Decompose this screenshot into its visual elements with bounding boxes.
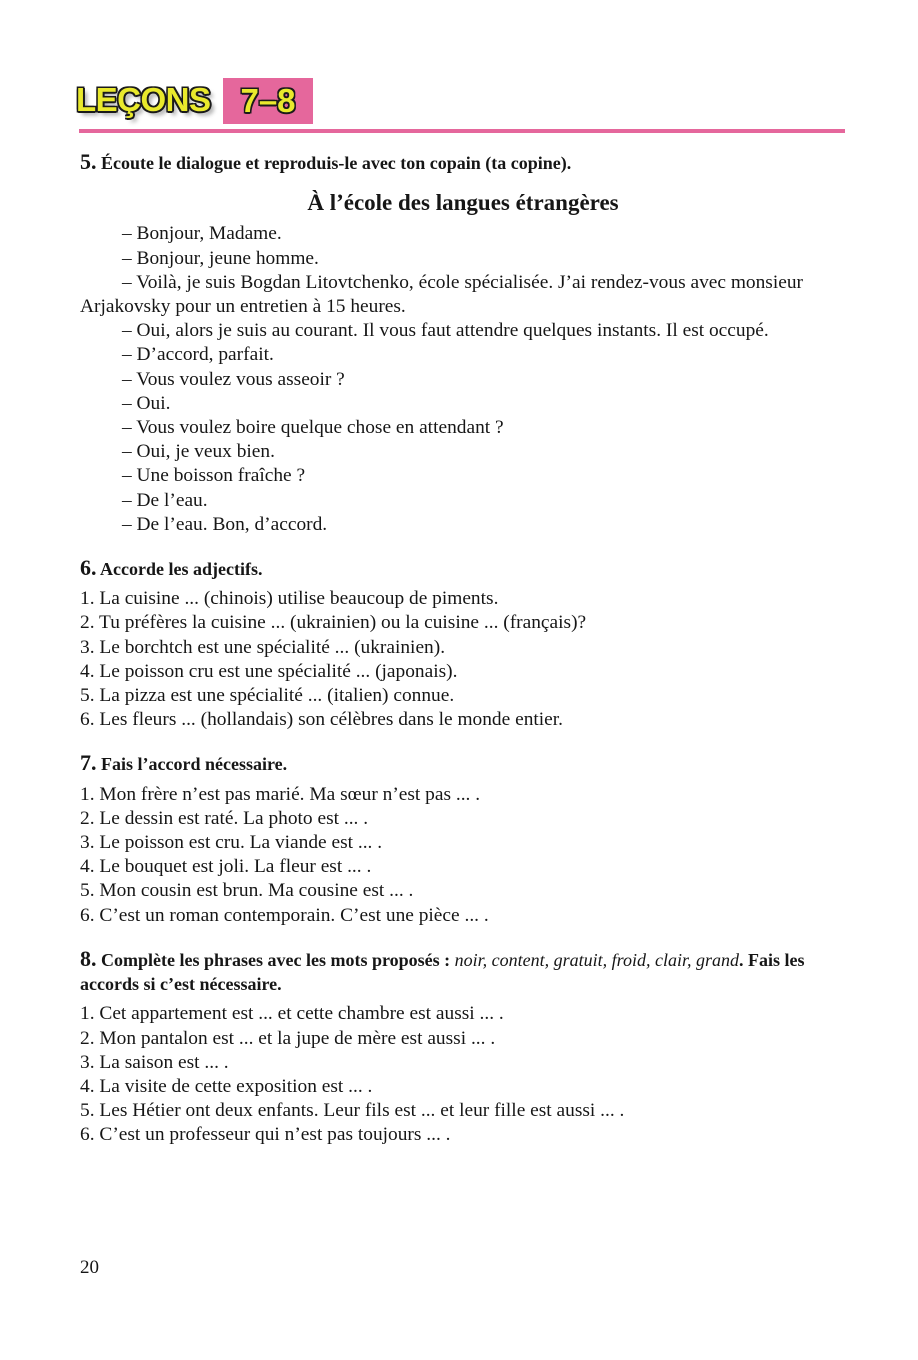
list-item: 3. Le borchtch est une spécialité ... (ukrainien). bbox=[80, 636, 446, 658]
exercise-6 bbox=[80, 556, 846, 732]
dialogue-line: – Vous voulez vous asseoir ? bbox=[122, 368, 345, 390]
exercise-8-instruction-end: . Fais les accords si c’est nécessaire. bbox=[80, 949, 805, 995]
dialogue-line: – De l’eau. Bon, d’accord. bbox=[122, 513, 328, 535]
list-item: 2. Le dessin est raté. La photo est ... . bbox=[80, 807, 369, 829]
list-item: 5. La pizza est une spécialité ... (italien) connue. bbox=[80, 685, 455, 707]
dialogue-line: – Oui. bbox=[122, 392, 171, 414]
dialogue-line: – Une boisson fraîche ? bbox=[122, 465, 306, 487]
page-content bbox=[80, 150, 846, 1148]
exercise-5-number: 5. bbox=[80, 149, 97, 174]
list-item: 4. La visite de cette exposition est ... . bbox=[80, 1075, 373, 1097]
lesson-header bbox=[76, 78, 846, 128]
exercise-8-list bbox=[80, 1002, 846, 1147]
dialogue-line: – Voilà, je suis Bogdan Litovtchenko, école spécialisée. J’ai rendez-vous avec monsieur Arjakovsky pour un entretien à 15 heures. bbox=[80, 271, 803, 318]
exercise-5-instruction: Écoute le dialogue et reproduis-le avec ton copain (ta copine). bbox=[101, 153, 572, 173]
exercise-7-list bbox=[80, 783, 846, 928]
exercise-6-list bbox=[80, 587, 846, 732]
dialogue-line: – Bonjour, jeune homme. bbox=[122, 247, 319, 269]
list-item: 1. Mon frère n’est pas marié. Ma sœur n’est pas ... . bbox=[80, 783, 481, 805]
lesson-number-badge: 7–8 bbox=[223, 78, 313, 124]
exercise-6-instruction: Accorde les adjectifs. bbox=[100, 559, 263, 580]
list-item: 3. Le poisson est cru. La viande est ... . bbox=[80, 832, 383, 854]
list-item: 1. La cuisine ... (chinois) utilise beaucoup de piments. bbox=[80, 588, 499, 610]
list-item: 4. Le bouquet est joli. La fleur est ... . bbox=[80, 856, 372, 878]
lecons-logo: LEÇONS bbox=[76, 81, 211, 118]
list-item: 6. Les fleurs ... (hollandais) son célèbres dans le monde entier. bbox=[80, 709, 564, 731]
dialogue-line: – Vous voulez boire quelque chose en attendant ? bbox=[122, 417, 504, 439]
list-item: 4. Le poisson cru est une spécialité ... (japonais). bbox=[80, 660, 458, 682]
list-item: 3. La saison est ... . bbox=[80, 1051, 229, 1073]
exercise-5-heading bbox=[80, 150, 846, 175]
exercise-7-heading bbox=[80, 751, 846, 776]
page-number: 20 bbox=[80, 1257, 99, 1278]
dialogue-line: – Bonjour, Madame. bbox=[122, 223, 282, 245]
list-item: 6. C’est un professeur qui n’est pas toujours ... . bbox=[80, 1124, 451, 1146]
list-item: 5. Mon cousin est brun. Ma cousine est ... . bbox=[80, 880, 414, 902]
exercise-5 bbox=[80, 150, 846, 537]
exercise-7-number: 7. bbox=[80, 750, 97, 776]
exercise-7 bbox=[80, 751, 846, 927]
dialogue-line: – Oui, je veux bien. bbox=[122, 441, 275, 463]
exercise-6-heading bbox=[80, 556, 846, 581]
exercise-8-instruction-start: Complète les phrases avec les mots proposés : bbox=[101, 949, 451, 970]
exercise-8-number: 8. bbox=[80, 945, 97, 971]
list-item: 2. Mon pantalon est ... et la jupe de mère est aussi ... . bbox=[80, 1027, 496, 1049]
exercise-8-words: noir, content, gratuit, froid, clair, grand bbox=[454, 949, 739, 970]
list-item: 6. C’est un roman contemporain. C’est une pièce ... . bbox=[80, 904, 489, 926]
dialogue-lines bbox=[80, 222, 846, 537]
list-item: 2. Tu préfères la cuisine ... (ukrainien) ou la cuisine ... (français)? bbox=[80, 612, 587, 634]
dialogue-line: – Oui, alors je suis au courant. Il vous faut attendre quelques instants. Il est occupé. bbox=[122, 320, 769, 342]
exercise-7-instruction: Fais l’accord nécessaire. bbox=[101, 754, 288, 775]
list-item: 1. Cet appartement est ... et cette chambre est aussi ... . bbox=[80, 1003, 504, 1025]
exercise-8-heading bbox=[80, 947, 846, 996]
dialogue-title: À l’école des langues étrangères bbox=[307, 190, 619, 216]
dialogue-line: – De l’eau. bbox=[122, 489, 208, 511]
dialogue-line: – D’accord, parfait. bbox=[122, 344, 274, 366]
list-item: 5. Les Hétier ont deux enfants. Leur fils est ... et leur fille est aussi ... . bbox=[80, 1100, 625, 1122]
exercise-8 bbox=[80, 947, 846, 1148]
header-divider bbox=[79, 129, 845, 133]
exercise-6-number: 6. bbox=[80, 555, 97, 581]
